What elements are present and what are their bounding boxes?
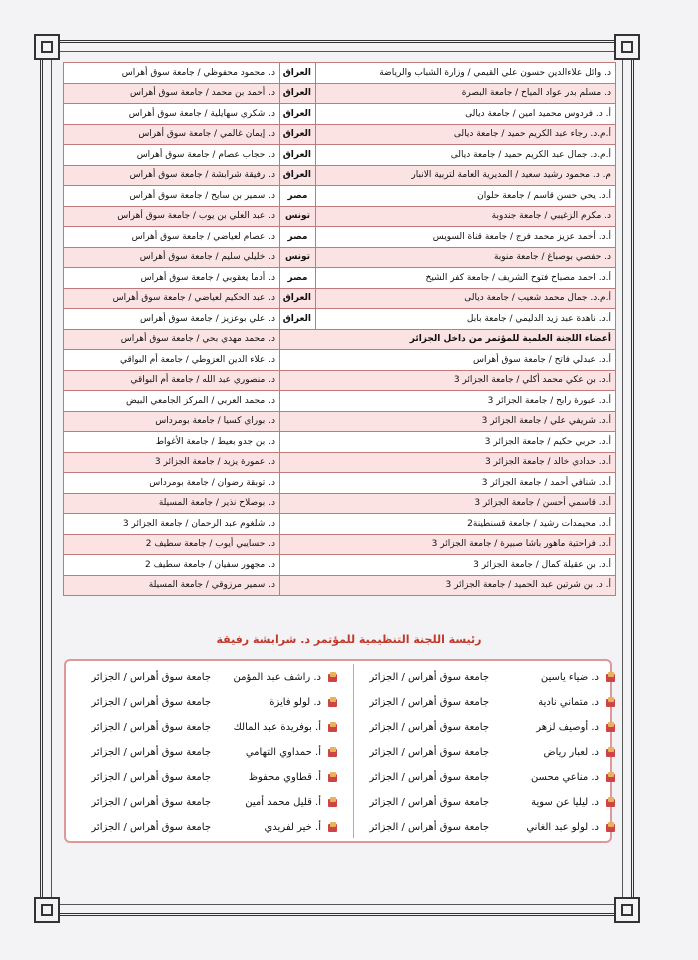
member-country: العراق [280, 104, 316, 125]
member-name: د. مسلم بدر عواد المياح / جامعة البصرة [316, 83, 616, 104]
member-affiliation: جامعة سوق أهراس / الجزائر [91, 822, 211, 833]
local-member-right: أ.د. حربي حكيم / جامعة الجزائر 3 [280, 432, 616, 453]
member-affiliation: جامعة سوق أهراس / الجزائر [91, 697, 211, 708]
member-country: تونس [280, 206, 316, 227]
member-country: تونس [280, 247, 316, 268]
local-member-left: د. عمورة يزيد / جامعة الجزائر 3 [64, 452, 280, 473]
scientific-committee-table [63, 62, 616, 596]
table-row [64, 309, 616, 330]
book-icon [327, 822, 338, 833]
local-member-right: أ.د. عبدلي فاتح / جامعة سوق أهراس [280, 350, 616, 371]
member-affiliation: جامعة سوق أهراس / الجزائر [91, 672, 211, 683]
table-row [64, 493, 616, 514]
book-icon [327, 747, 338, 758]
table-row [64, 206, 616, 227]
member-name: د. مكرم الزغيبي / جامعة جندوبة [316, 206, 616, 227]
list-item [68, 740, 338, 765]
algeria-member: د. محمود محفوظي / جامعة سوق أهراس [64, 63, 280, 84]
table-row [64, 104, 616, 125]
list-item [346, 765, 616, 790]
member-country: مصر [280, 186, 316, 207]
book-icon [605, 822, 616, 833]
member-name: أ.م.د. جمال عبد الكريم حميد / جامعة ديالى [316, 145, 616, 166]
table-row [64, 575, 616, 596]
table-row [64, 370, 616, 391]
member-name: د. لعبار رياض [543, 747, 599, 758]
table-row [64, 165, 616, 186]
member-affiliation: جامعة سوق أهراس / الجزائر [369, 797, 489, 808]
member-name: أ. حمداوي التهامي [245, 747, 321, 758]
table-row [64, 514, 616, 535]
member-affiliation: جامعة سوق أهراس / الجزائر [91, 747, 211, 758]
member-name: أ. بوفريدة عبد المالك [233, 722, 321, 733]
local-member-left: د. حسايبي أيوب / جامعة سطيف 2 [64, 534, 280, 555]
member-affiliation: جامعة سوق أهراس / الجزائر [369, 672, 489, 683]
book-icon [605, 747, 616, 758]
list-item [68, 790, 338, 815]
table-row [64, 432, 616, 453]
table-row [64, 124, 616, 145]
local-member-right: أ.د. بن عقيلة كمال / جامعة الجزائر 3 [280, 555, 616, 576]
local-member-left: د. بوراي كسيا / جامعة بومرداس [64, 411, 280, 432]
member-country: العراق [280, 309, 316, 330]
member-name: أ.م.د. جمال محمد شعيب / جامعة ديالى [316, 288, 616, 309]
local-member-left: د. بن جدو بعيط / جامعة الأغواط [64, 432, 280, 453]
book-icon [327, 722, 338, 733]
corner-ornament-top-right [614, 34, 640, 60]
member-name: د. مناعي محسن [530, 772, 599, 783]
list-item [68, 665, 338, 690]
table-row [64, 227, 616, 248]
table-row [64, 452, 616, 473]
member-affiliation: جامعة سوق أهراس / الجزائر [369, 747, 489, 758]
book-icon [605, 797, 616, 808]
member-country: العراق [280, 124, 316, 145]
table-row [64, 534, 616, 555]
member-name: د. ضياء ياسين [540, 672, 599, 683]
list-item [68, 765, 338, 790]
algeria-member: د. رفيقة شرابشة / جامعة سوق أهراس [64, 165, 280, 186]
corner-ornament-bottom-left [34, 897, 60, 923]
member-name: أ.د. احمد مصباح فتوح الشريف / جامعة كفر الشيخ [316, 268, 616, 289]
organizing-left-column [68, 665, 338, 840]
book-icon [605, 672, 616, 683]
organizing-right-column [346, 665, 616, 840]
corner-ornament-top-left [34, 34, 60, 60]
list-item [346, 740, 616, 765]
member-name: د. حفصي بوصباغ / جامعة منوبة [316, 247, 616, 268]
table-row [64, 555, 616, 576]
table-row-section-header [64, 329, 616, 350]
member-country: العراق [280, 83, 316, 104]
algeria-member: د. علي بوعزيز / جامعة سوق أهراس [64, 309, 280, 330]
table-row [64, 268, 616, 289]
member-affiliation: جامعة سوق أهراس / الجزائر [369, 722, 489, 733]
member-name: د. لولو فايزة [269, 697, 321, 708]
local-member-right: أ.د. شريفي علي / جامعة الجزائر 3 [280, 411, 616, 432]
member-country: مصر [280, 227, 316, 248]
member-name: د. أوصيف لزهر [536, 722, 599, 733]
book-icon [327, 697, 338, 708]
local-member-left: د. شلغوم عبد الرحمان / جامعة الجزائر 3 [64, 514, 280, 535]
book-icon [327, 772, 338, 783]
book-icon [605, 722, 616, 733]
local-member-right: أ. د. بن شرتين عبد الحميد / جامعة الجزائر 3 [280, 575, 616, 596]
local-member-left: د. بوصلاح نذير / جامعة المسيلة [64, 493, 280, 514]
member-affiliation: جامعة سوق أهراس / الجزائر [91, 772, 211, 783]
local-member-right: أ.د. عبورة رابح / جامعة الجزائر 3 [280, 391, 616, 412]
corner-ornament-bottom-right [614, 897, 640, 923]
list-item [346, 665, 616, 690]
table-row [64, 247, 616, 268]
table-row [64, 186, 616, 207]
algeria-member: د. أحمد بن محمد / جامعة سوق أهراس [64, 83, 280, 104]
algeria-member: د. خليلي سليم / جامعة سوق أهراس [64, 247, 280, 268]
book-icon [327, 797, 338, 808]
local-member-right: أ.د. فراحتية ماهور باشا صبيرة / جامعة الجزائر 3 [280, 534, 616, 555]
algeria-member: د. عبد الحكيم لعياضي / جامعة سوق أهراس [64, 288, 280, 309]
list-item [68, 690, 338, 715]
table-row [64, 411, 616, 432]
member-country: العراق [280, 288, 316, 309]
book-icon [327, 672, 338, 683]
member-country: العراق [280, 63, 316, 84]
local-member-right: أ.د. قاسمي أحسن / جامعة الجزائر 3 [280, 493, 616, 514]
member-name: أ.م.د. رجاء عبد الكريم حميد / جامعة ديالى [316, 124, 616, 145]
local-member-right: أ.د. محيمدات رشيد / جامعة قسنطينة2 [280, 514, 616, 535]
member-country: مصر [280, 268, 316, 289]
member-name: أ. خير لفريدي [264, 822, 321, 833]
local-member-left: د. مجهور سفيان / جامعة سطيف 2 [64, 555, 280, 576]
algeria-member: د. عصام لعياضي / جامعة سوق أهراس [64, 227, 280, 248]
table-row [64, 288, 616, 309]
list-item [68, 815, 338, 840]
algeria-member: د. أدما يعقوبي / جامعة سوق أهراس [64, 268, 280, 289]
algeria-member: د. شكري سهايلية / جامعة سوق أهراس [64, 104, 280, 125]
algeria-member: د. محمد مهدي بحي / جامعة سوق أهراس [64, 329, 280, 350]
local-member-right: أ.د. بن عكي محمد أكلي / جامعة الجزائر 3 [280, 370, 616, 391]
local-member-right: أ.د. شنافي أحمد / جامعة الجزائر 3 [280, 473, 616, 494]
algeria-member: د. إيمان غالمي / جامعة سوق أهراس [64, 124, 280, 145]
book-icon [605, 772, 616, 783]
member-name: أ.د. ناهدة عبد زيد الدليمي / جامعة بابل [316, 309, 616, 330]
member-name: أ.د. يحي حسن قاسم / جامعة حلوان [316, 186, 616, 207]
list-item [346, 690, 616, 715]
member-country: العراق [280, 145, 316, 166]
algeria-member: د. عبد العلي بن يوب / جامعة سوق أهراس [64, 206, 280, 227]
table-row [64, 350, 616, 371]
table-row [64, 145, 616, 166]
member-affiliation: جامعة سوق أهراس / الجزائر [91, 797, 211, 808]
member-name: د. متماني نادية [538, 697, 599, 708]
member-name: أ. قطاوي محفوظ [248, 772, 321, 783]
table-row [64, 473, 616, 494]
member-affiliation: جامعة سوق أهراس / الجزائر [369, 822, 489, 833]
member-name: أ. د. فردوس محميد امين / جامعة ديالى [316, 104, 616, 125]
table-row [64, 83, 616, 104]
algeria-member: د. سمير بن سايح / جامعة سوق أهراس [64, 186, 280, 207]
member-affiliation: جامعة سوق أهراس / الجزائر [91, 722, 211, 733]
member-name: د. راشف عبد المؤمن [233, 672, 321, 683]
list-item [346, 790, 616, 815]
table-row [64, 63, 616, 84]
member-name: أ. قليل محمد أمين [245, 797, 321, 808]
member-name: د. وائل علاءالدين حسون علي القيمي / وزارة الشباب والرياضة [316, 63, 616, 84]
member-affiliation: جامعة سوق أهراس / الجزائر [369, 772, 489, 783]
member-name: د. لولو عبد الغاني [526, 822, 599, 833]
member-name: د. ليليا عن سوية [531, 797, 599, 808]
local-member-left: د. علاء الدين العزوطي / جامعة أم البواقي [64, 350, 280, 371]
algeria-member: د. حجاب عصام / جامعة سوق أهراس [64, 145, 280, 166]
organizing-committee-title: رئيسة اللجنة التنظيمية للمؤتمر د. شرابشة رفيقة [216, 633, 482, 646]
local-member-left: د. منصوري عبد الله / جامعة أم البواقي [64, 370, 280, 391]
member-affiliation: جامعة سوق أهراس / الجزائر [369, 697, 489, 708]
table-row [64, 391, 616, 412]
local-member-left: د. توبقة رضوان / جامعة بومرداس [64, 473, 280, 494]
list-item [346, 815, 616, 840]
list-item [68, 715, 338, 740]
local-member-right: أ.د. حدادي خالد / جامعة الجزائر 3 [280, 452, 616, 473]
book-icon [605, 697, 616, 708]
member-name: م. د. محمود رشيد سعيد / المديرية العامة لتربية الانبار [316, 165, 616, 186]
local-section-title: أعضاء اللجنة العلمية للمؤتمر من داخل الجزائر [280, 329, 616, 350]
local-member-left: د. محمد العربي / المركز الجامعي البيض [64, 391, 280, 412]
member-name: أ.د. أحمد عزيز محمد فرج / جامعة قناة السويس [316, 227, 616, 248]
local-member-left: د. سمير مرزوقي / جامعة المسيلة [64, 575, 280, 596]
member-country: العراق [280, 165, 316, 186]
list-item [346, 715, 616, 740]
